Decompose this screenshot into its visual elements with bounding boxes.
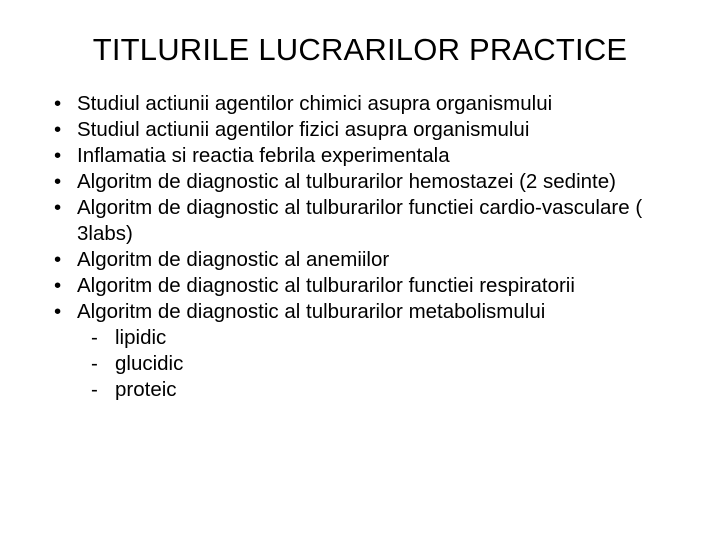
bullet-icon: • bbox=[54, 170, 62, 193]
list-item-text: Algoritm de diagnostic al anemiilor bbox=[77, 248, 390, 271]
list-item bbox=[54, 169, 694, 195]
list-item bbox=[54, 143, 694, 169]
dash-icon: - bbox=[91, 326, 98, 349]
list-item bbox=[54, 247, 694, 273]
slide-title: TITLURILE LUCRARILOR PRACTICE bbox=[92, 32, 628, 67]
list-item bbox=[54, 299, 694, 403]
dash-icon: - bbox=[91, 352, 98, 375]
list-item-text: Algoritm de diagnostic al tulburarilor functiei respiratorii bbox=[77, 274, 575, 297]
dash-icon: - bbox=[91, 378, 98, 401]
bullet-icon: • bbox=[54, 92, 62, 115]
bullet-icon: • bbox=[54, 300, 62, 323]
sub-list-item bbox=[77, 325, 694, 351]
list-item-text: Algoritm de diagnostic al tulburarilor metabolismului bbox=[77, 300, 546, 323]
bullet-icon: • bbox=[54, 144, 62, 167]
sub-list-item bbox=[77, 351, 694, 377]
list-item bbox=[54, 117, 694, 143]
sub-list-item bbox=[77, 377, 694, 403]
bullet-icon: • bbox=[54, 196, 62, 219]
sub-list bbox=[77, 325, 694, 403]
list-item-text: Algoritm de diagnostic al tulburarilor hemostazei (2 sedinte) bbox=[77, 170, 616, 193]
list-item-text: Studiul actiunii agentilor fizici asupra organismului bbox=[77, 118, 530, 141]
sub-list-item-text: lipidic bbox=[115, 326, 167, 349]
sub-list-item-text: proteic bbox=[115, 378, 177, 401]
bullet-icon: • bbox=[54, 248, 62, 271]
bullet-icon: • bbox=[54, 118, 62, 141]
list-item-text: Algoritm de diagnostic al tulburarilor functiei cardio-vasculare ( 3labs) bbox=[77, 196, 643, 245]
list-item bbox=[54, 91, 694, 117]
list-item bbox=[54, 273, 694, 299]
list-item bbox=[54, 195, 694, 247]
list-item-text: Inflamatia si reactia febrila experimentala bbox=[77, 144, 450, 167]
list-item-text: Studiul actiunii agentilor chimici asupra organismului bbox=[77, 92, 553, 115]
bullet-list bbox=[54, 91, 694, 403]
bullet-icon: • bbox=[54, 274, 62, 297]
sub-list-item-text: glucidic bbox=[115, 352, 184, 375]
